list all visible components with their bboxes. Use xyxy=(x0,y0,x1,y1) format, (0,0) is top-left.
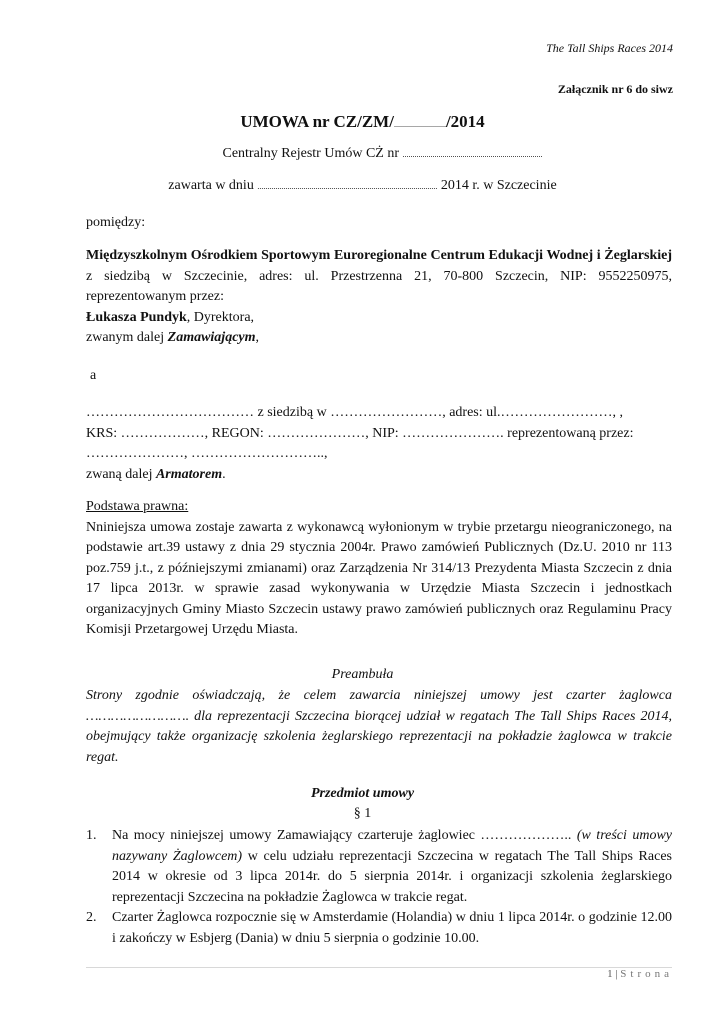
title-prefix: UMOWA nr CZ/ZM/ xyxy=(240,112,394,131)
party2-called-name: Armatorem xyxy=(155,466,223,482)
page-number: 1 xyxy=(607,968,613,980)
party1-called-name: Zamawiającym xyxy=(167,330,256,345)
party2-line3: …………………, ……………………….., xyxy=(86,446,328,461)
list-item-text xyxy=(112,908,672,949)
conjunction-a: a xyxy=(90,368,97,383)
legal-basis-heading: Podstawa prawna: xyxy=(86,499,189,514)
item1-text-italic: (w treści umowy nazywany Żaglowcem) xyxy=(112,828,672,864)
item1-text-c: w celu udziału reprezentacji Szczecina w regatach The Tall Ships Races 2014 w okresie od 3 lipca 2014r. do 5 sierpnia 2014r. i organizacji szkolenia żeglarskiego reprezentacji Szczecina na pokładzie Żaglowca w trakcie regat. xyxy=(112,848,672,905)
list-item xyxy=(86,908,672,949)
paragraph-sign: § 1 xyxy=(353,806,372,821)
concluded-prefix: zawarta w dniu xyxy=(168,178,258,193)
item2-text-a: Czarter Żaglowca rozpocznie się w Amsterdamie (Holandia) w dniu 1 lipca 2014r. o godzinie 12.00 i zakończy w Esbjerg (Dania) w dniu 5 sierpnia o godzinie 10.00. xyxy=(112,910,672,946)
list-item-text xyxy=(112,826,672,908)
party2-line2: KRS: ………………, REGON: …………………, NIP: …………………. reprezentowaną przez: xyxy=(86,425,634,441)
item1-text-a: Na mocy niniejszej umowy Zamawiający czarteruje żaglowiec ……………….. xyxy=(112,828,577,843)
preamble-text: Strony zgodnie oświadczają, że celem zawarcia niniejszej umowy jest czarter żaglowca ……………………. dla reprezentacji Szczecina biorącej udział w regatach The Tall Ships Races 2014, obejmujący także organizację szkolenia żeglarskiego reprezentacji na pokładzie żaglowca w trakcie regat. xyxy=(86,688,672,765)
registry-label: Centralny Rejestr Umów CŻ nr xyxy=(222,146,403,161)
party1-address: z siedzibą w Szczecinie, adres: ul. Przestrzenna 21, 70-800 Szczecin, NIP: 9552250975, reprezentowanym przez: xyxy=(86,268,672,304)
footer-separator: | xyxy=(612,968,621,980)
between-label: pomiędzy: xyxy=(86,215,146,230)
party1-called-prefix: zwanym dalej xyxy=(86,330,168,345)
party2-called xyxy=(86,465,672,486)
registry-line xyxy=(0,146,725,162)
concluded-dots: .......................................................................................... xyxy=(257,182,438,191)
footer-divider xyxy=(86,967,672,968)
preamble-title: Preambuła xyxy=(331,667,394,682)
subject-title: Przedmiot umowy xyxy=(310,786,415,801)
party2-line1: ……………………………… z siedzibą w ……………………, adres: ul.……………………, , xyxy=(86,405,624,420)
registry-dots: ...................................................................... xyxy=(402,150,543,159)
party2-called-suffix: . xyxy=(222,466,226,482)
list-item xyxy=(86,826,672,908)
concluded-suffix: 2014 r. w Szczecinie xyxy=(437,178,557,193)
party1-rep-name: Łukasza Pundyk xyxy=(86,309,187,325)
party1-called-suffix: , xyxy=(255,330,260,345)
page-footer xyxy=(607,968,673,980)
party-ordering xyxy=(86,246,672,349)
party1-rep-role: , Dyrektora, xyxy=(186,309,255,325)
legal-basis-text: Nniniejsza umowa zostaje zawarta z wykonawcą wyłonionym w trybie przetargu nieograniczonego, na podstawie art.39 ustawy z dnia 29 stycznia 2004r. Prawo zamówień Publicznych (Dz.U. 2010 nr 113 poz.759 j.t., z późniejszymi zmianami) oraz Zarządzenia Nr 314/13 Prezydenta Miasta Szczecin z dnia 17 lipca 2013r. w sprawie zasad wykonywania w Urzędzie Miasta Szczecin i jednostkach organizacyjnych Gminy Miasto Szczecin ustawy prawo zamówień publicznych oraz Regulaminu Pracy Komisji Przetargowej Urzędu Miasta. xyxy=(86,519,672,637)
annex-label: Załącznik nr 6 do siwz xyxy=(557,82,673,96)
contract-title xyxy=(0,112,725,132)
legal-basis xyxy=(86,497,672,641)
party-shipowner xyxy=(86,403,672,485)
subject-list xyxy=(86,826,672,949)
party1-name: Międzyszkolnym Ośrodkiem Sportowym Euroregionalne Centrum Edukacji Wodnej i Żeglarskiej xyxy=(86,248,672,263)
concluded-line xyxy=(0,178,725,194)
title-suffix: /2014 xyxy=(445,112,485,131)
title-number-dots: .......................... xyxy=(393,120,446,129)
list-item-number: 1. xyxy=(86,828,97,843)
page-label: Strona xyxy=(620,968,673,980)
running-header: The Tall Ships Races 2014 xyxy=(546,41,673,55)
party2-called-prefix: zwaną dalej xyxy=(86,466,156,482)
list-item-number: 2. xyxy=(86,910,97,925)
